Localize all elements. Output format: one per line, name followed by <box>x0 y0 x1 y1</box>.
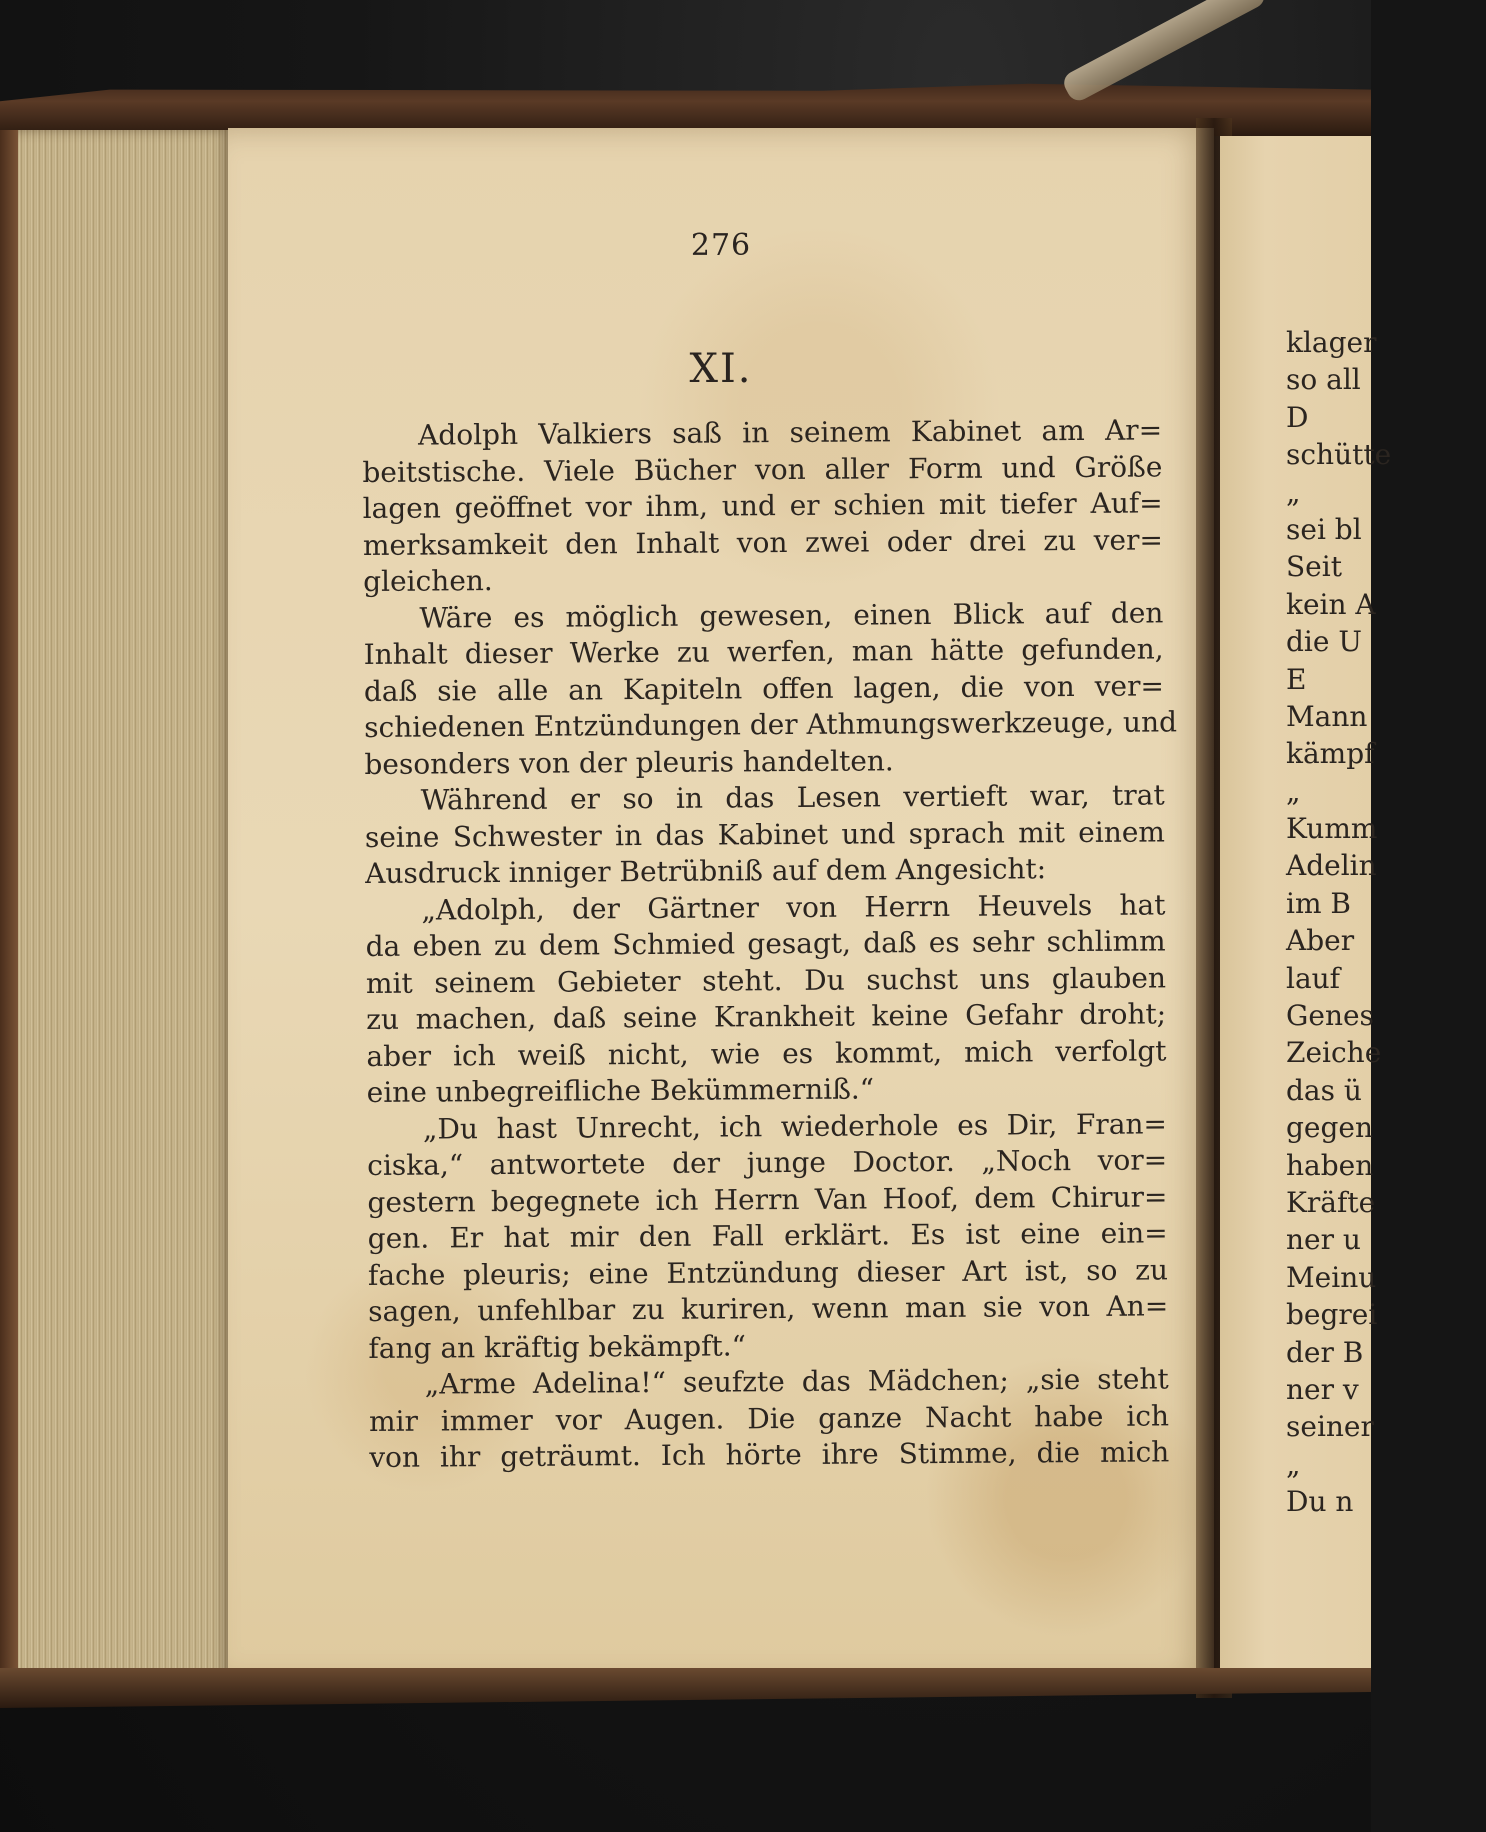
right-page-line: Meinu <box>1286 1260 1377 1294</box>
binding-bottom <box>0 1668 1371 1708</box>
right-page-line: sei bl <box>1286 512 1362 546</box>
text-line: von ihr geträumt. Ich hörte ihre Stimme, die mich <box>369 1435 1170 1474</box>
right-page-line: seiner <box>1286 1410 1374 1444</box>
text-line: gen. Er hat mir den Fall erklärt. Es ist eine ein= <box>367 1216 1168 1255</box>
right-page-line: begrei <box>1286 1298 1378 1332</box>
text-line: besonders von der pleuris handelten. <box>364 743 894 781</box>
right-page-line: im B <box>1286 886 1351 920</box>
right-page-text <box>1286 324 1486 1521</box>
text-line: zu machen, daß seine Krankheit keine Gefahr droht; <box>366 997 1167 1036</box>
right-page-line: Genes <box>1286 999 1374 1033</box>
right-page-line: die U <box>1286 625 1362 659</box>
text-line: Inhalt dieser Werke zu werfen, man hätte gefunden, <box>363 632 1164 671</box>
chapter-heading: XI. <box>689 346 753 392</box>
text-line: eine unbegreifliche Bekümmerniß.“ <box>366 1072 875 1109</box>
text-line: Adolph Valkiers saß in seinem Kabinet am Ar= <box>418 413 1163 452</box>
right-page-line: so all <box>1286 363 1361 397</box>
right-page-line: „ <box>1286 475 1301 509</box>
text-line: fang an kräftig bekämpft.“ <box>368 1328 747 1365</box>
text-line: beitstische. Viele Bücher von aller Form und Größe <box>362 449 1163 489</box>
right-page-line: Seit <box>1286 550 1342 584</box>
text-line: aber ich weiß nicht, wie es kommt, mich verfolgt <box>366 1033 1167 1073</box>
right-page-line: Adelin <box>1286 849 1377 883</box>
right-page-line: Kräfte <box>1286 1185 1376 1219</box>
right-page-line: der B <box>1286 1335 1364 1369</box>
right-page-line: klager <box>1286 326 1377 359</box>
right-page-line: „ <box>1286 774 1301 808</box>
right-page-line: gegen <box>1286 1111 1374 1145</box>
text-line: mit seinem Gebieter steht. Du suchst uns glauben <box>365 960 1167 1000</box>
right-page-line: ner v <box>1286 1372 1359 1406</box>
right-page-line: Zeiche <box>1286 1036 1382 1070</box>
right-page-line: kämpf <box>1286 737 1375 771</box>
text-line: fache pleuris; eine Entzündung dieser Art ist, so zu <box>367 1252 1169 1292</box>
text-line: „Adolph, der Gärtner von Herrn Heuvels hat <box>421 887 1166 927</box>
right-page-line: „ <box>1286 1447 1301 1481</box>
text-line: Wäre es möglich gewesen, einen Blick auf den <box>419 595 1164 635</box>
text-line: lagen geöffnet vor ihm, und er schien mit tiefer Auf= <box>362 486 1163 525</box>
text-line: Während er so in das Lesen vertieft war, trat <box>420 778 1165 817</box>
right-page-line: Mann <box>1286 699 1368 733</box>
page-number: 276 <box>690 228 752 263</box>
right-page-line: kein A <box>1286 587 1376 621</box>
right-page-line: E <box>1286 662 1307 696</box>
body-text <box>362 412 1178 1476</box>
right-page <box>1220 136 1392 1676</box>
right-page-line: lauf <box>1286 961 1341 995</box>
right-page-line: Kumm <box>1286 812 1378 846</box>
text-line: merksamkeit den Inhalt von zwei oder drei zu ver= <box>362 522 1163 562</box>
text-line: schiedenen Entzündungen der Athmungswerkzeuge, und <box>364 705 1178 744</box>
page-edges <box>0 130 232 1690</box>
right-page-line: Du n <box>1286 1485 1354 1519</box>
text-line: „Arme Adelina!“ seufzte das Mädchen; „sie steht <box>424 1362 1169 1401</box>
text-line: sagen, unfehlbar zu kuriren, wenn man sie von An= <box>368 1289 1169 1328</box>
right-page-line: das ü <box>1286 1073 1362 1107</box>
right-page-line: ner u <box>1286 1223 1361 1257</box>
text-line: Ausdruck inniger Betrübniß auf dem Angesicht: <box>365 852 1047 890</box>
text-line: mir immer vor Augen. Die ganze Nacht habe ich <box>368 1398 1170 1438</box>
book <box>0 78 1392 1738</box>
text-line: da eben zu dem Schmied gesagt, daß es sehr schlimm <box>365 924 1166 963</box>
text-line: gestern begegnete ich Herrn Van Hoof, dem Chirur= <box>367 1179 1168 1219</box>
left-page <box>228 128 1214 1683</box>
text-line: seine Schwester in das Kabinet und sprach mit einem <box>364 814 1166 854</box>
right-page-line: Aber <box>1286 924 1355 958</box>
right-page-line: schütte <box>1286 438 1392 472</box>
text-line: ciska,“ antwortete der junge Doctor. „Noch vor= <box>367 1143 1168 1182</box>
text-line: gleichen. <box>363 564 493 598</box>
text-line: daß sie alle an Kapiteln offen lagen, die von ver= <box>363 668 1165 708</box>
text-line: „Du hast Unrecht, ich wiederhole es Dir, Fran= <box>422 1106 1168 1146</box>
right-page-line: haben <box>1286 1148 1374 1182</box>
right-page-line: D <box>1286 400 1309 434</box>
